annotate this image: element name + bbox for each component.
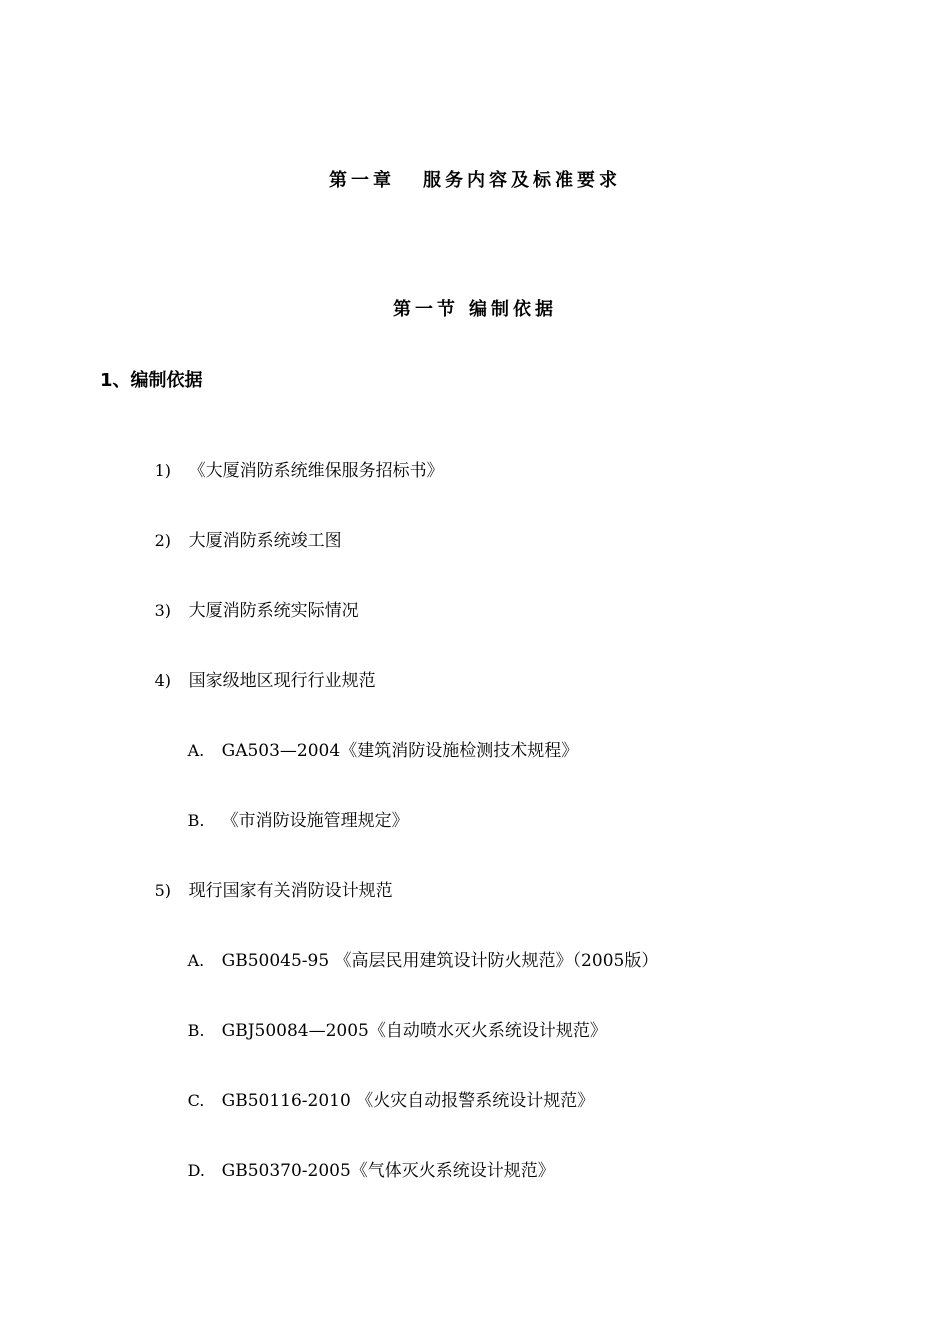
list-item bbox=[133, 646, 376, 711]
sub-list-text: GBJ50084—2005《自动喷水灭火系统设计规范》 bbox=[221, 1021, 607, 1041]
sub-list-text: GB50116-2010 《火灾自动报警系统设计规范》 bbox=[221, 1091, 595, 1111]
sub-list-marker: A. bbox=[187, 951, 205, 970]
list-text: 大厦消防系统竣工图 bbox=[188, 531, 342, 551]
list-marker: 5) bbox=[154, 881, 172, 900]
sub-list-marker: D. bbox=[187, 1161, 205, 1180]
section-title bbox=[0, 295, 950, 321]
sub-list-item bbox=[166, 926, 658, 991]
sub-list-text: GA503—2004《建筑消防设施检测技术规程》 bbox=[221, 741, 579, 761]
sub-list-text: GB50370-2005《气体灭火系统设计规范》 bbox=[221, 1161, 555, 1181]
sub-list-item bbox=[166, 786, 409, 851]
sub-list-marker: A. bbox=[187, 741, 205, 760]
chapter-number: 第一章 bbox=[329, 170, 395, 191]
list-marker: 2) bbox=[154, 531, 172, 550]
list-item bbox=[133, 576, 359, 641]
list-text: 《大厦消防系统维保服务招标书》 bbox=[188, 461, 444, 481]
section-number: 第一节 bbox=[393, 299, 459, 320]
list-marker: 3) bbox=[154, 601, 172, 620]
list-text: 现行国家有关消防设计规范 bbox=[188, 881, 393, 901]
sub-list-text: 《市消防设施管理规定》 bbox=[221, 811, 409, 831]
list-item bbox=[133, 856, 393, 921]
sub-list-marker: C. bbox=[187, 1091, 205, 1110]
sub-list-item bbox=[166, 1066, 594, 1131]
list-item bbox=[133, 506, 342, 571]
list-item bbox=[133, 436, 444, 501]
sub-list-item bbox=[166, 996, 607, 1061]
sub-list-item bbox=[166, 1136, 555, 1201]
chapter-title bbox=[0, 166, 950, 192]
list-marker: 1) bbox=[154, 461, 172, 480]
list-marker: 4) bbox=[154, 671, 172, 690]
sub-list-marker: B. bbox=[187, 1021, 205, 1040]
sub-list-text: GB50045-95 《高层民用建筑设计防火规范》（2005版） bbox=[221, 951, 659, 971]
list-text: 国家级地区现行行业规范 bbox=[188, 671, 376, 691]
sub-list-marker: B. bbox=[187, 811, 205, 830]
subsection-heading: 1、编制依据 bbox=[100, 370, 203, 391]
chapter-name: 服务内容及标准要求 bbox=[423, 170, 621, 191]
sub-list-item bbox=[166, 716, 578, 781]
section-name: 编制依据 bbox=[469, 299, 557, 320]
list-text: 大厦消防系统实际情况 bbox=[188, 601, 359, 621]
